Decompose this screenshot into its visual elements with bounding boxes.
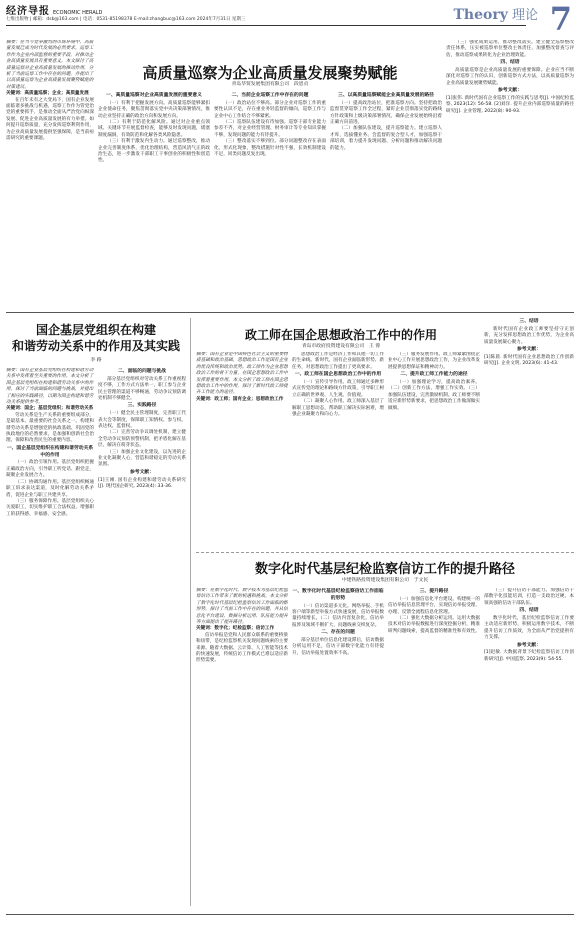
article-3-paragraph: 新时代国有企业政工师要坚持守正创新，充分发挥思想政治工作优势，为企业高质量发展凝心聚力。 — [484, 326, 574, 345]
article-2-heading: 二、面临的问题与挑战 — [118, 369, 166, 374]
article-2-paragraph: （一）政治引领作用。基层党组织把握正确政治方向，引导职工听党话、跟党走，凝聚企业发展合力。 — [6, 460, 94, 479]
article-1-heading: 一、高质量巡察对企业高质量发展的重要意义 — [106, 93, 202, 98]
article-1-paragraph: （二）巡察队伍建设有待加强。巡察干部专业能力参差不齐，对企业经营管理、财务审计等专业知识掌握不够，发现问题的能力有待提升。 — [214, 120, 326, 138]
article-3-paragraph: （三）服务发展作用。政工师紧紧围绕企业中心工作开展思想政治工作，为企业改革发展提供思想保证和精神动力。 — [388, 352, 480, 370]
article-4-paragraph: （一）加强信息化平台建设。构建统一的信访举报信息管理平台，实现信访举报受理、办理、反馈全流程信息化管理。 — [388, 596, 480, 615]
article-4-paragraph: （二）强化大数据分析运用。运用大数据技术对信访举报数据进行深度挖掘分析，精准研判问题线索，提高监督的精准性和有效性。 — [388, 616, 480, 634]
section-label — [453, 4, 538, 23]
article-1-references-heading: 参考文献： — [498, 88, 522, 94]
section-name: 经济导报 — [6, 6, 50, 17]
article-2-keywords: 关键词：国企；基层党组织；和谐劳动关系 — [6, 406, 94, 412]
article-2-references-heading: 参考文献： — [130, 469, 154, 475]
article-1-paragraph: （一）提高政治站位，把准巡察方向。坚持把政治监督贯穿巡察工作全过程，紧盯企业贯彻落实党的路线方针政策和上级决策部署情况，确保企业发展始终沿着正确方向前进。 — [330, 100, 442, 126]
article-3-paragraph: 思想政治工作是经济工作和其他一切工作的生命线。新时代，国有企业面临新形势、新任务，对思想政治工作提出了更高要求。 — [292, 352, 384, 370]
article-1-author: 青岛华贸发展集团有限公司 段恩贞 — [231, 82, 309, 87]
article-2-paragraph: （二）完善劳动争议调处机制，建立健全劳动争议预防预警机制，把矛盾化解在基层、解决在萌芽状态。 — [98, 430, 186, 449]
article-3-references-heading: 参考文献： — [517, 347, 541, 353]
article-4-heading: 四、结语 — [519, 608, 539, 614]
article-1-column-3 — [214, 92, 326, 310]
article-1-paragraph: （三）有利于激发内生动力。通过巡察整改，推动企业完善制度体系，优化治理结构，营造风清气正的政治生态，进一步激发干部职工干事创业的积极性和创造性。 — [98, 139, 210, 164]
article-4-column-3 — [388, 588, 480, 910]
article-3-author: 青岛市政府投资建设有限公司 王 蓉 — [301, 344, 381, 349]
article-3-keywords: 关键词：政工师；国有企业；思想政治工作 — [196, 396, 284, 402]
section-label-cn: 理论 — [511, 8, 538, 23]
article-4-paragraph: 信访举报是党和人民群众联系的重要桥梁和纽带，是纪检监察机关发现问题线索的主要来源。随着大数据、云计算、人工智能等技术的快速发展，传统信访工作模式已难以适应新形势需要。 — [196, 632, 288, 664]
article-4-references-heading: 参考文献： — [517, 642, 541, 648]
article-4-heading: 一、数字化时代基层纪检监察信访工作面临的形势 — [292, 589, 384, 601]
article-3-paragraph: （一）宣传引导作用。政工师通过多种形式宣传党的理论和路线方针政策，引导职工树立正确的世界观、人生观、价值观。 — [292, 380, 384, 398]
article-1-column-2 — [98, 92, 210, 310]
article-2-abstract: 摘要：国有企业基层党组织在构建和谐劳动关系中发挥着至关重要的作用。本文分析了国企基层党组织在构建和谐劳动关系中的作用，探讨了当前面临的问题与挑战，并提出了相应的实践路径，以期为国企构建和谐劳动关系提供参考。 — [6, 368, 94, 406]
article-3-column-1 — [196, 352, 288, 548]
article-4-heading: 二、存在的问题 — [321, 630, 355, 636]
article-1-paragraph: （三）整改落实不够到位。部分问题整改存在表面化、形式化现象，整改措施针对性不强，长效机制建设不足，同类问题反复出现。 — [214, 139, 326, 158]
article-2-paragraph: （一）健全民主管理制度，完善职工代表大会等制度，保障职工知情权、参与权、表达权、监督权。 — [98, 411, 186, 430]
article-1-column-1 — [6, 40, 94, 310]
article-1-title: 高质量巡察为企业高质量发展聚势赋能 — [142, 64, 398, 82]
article-1-abstract: 摘要：在当今竞争激烈的市场环境中，高质量发展已成为时代发展的必然要求。巡察工作作为企业内部监督的重要手段，对推动企业高质量发展具有重要意义。本文探讨了高质量巡察对企业高质量发展的推动作用，分析了当前巡察工作中存在的问题，并提出了以高质量巡察为企业高质量发展聚势赋能的对策建议。 — [6, 40, 94, 90]
article-1-paragraph: 在百年未有之大变局下，国有企业发展面临诸多挑战与机遇，巡察工作作为管党治党的重要抓手，是推动全面从严治党向纵深发展、促进企业高质量发展的有力举措。如何提升巡察质量，充分发挥巡察利剑作用，为企业高质量发展提供坚强保障，是当前亟需研究的重要课题。 — [6, 97, 94, 142]
article-2-title — [6, 322, 186, 354]
article-2-author: 李 路 — [90, 358, 102, 363]
article-2-paragraph: （三）加强企业文化建设，以先进的企业文化凝聚人心，营造和谐稳定的劳动关系氛围。 — [98, 449, 186, 468]
article-4-column-4 — [484, 588, 574, 910]
section-divider — [6, 312, 574, 313]
article-4-paragraph: 部分基层单位信息化建设滞后，信访数据分析运用不足，信访干部数字化能力有待提升，信访举报处置效率不高。 — [292, 638, 384, 656]
article-4-column-1 — [196, 588, 288, 910]
article-4-paragraph: （一）信访渠道多元化。网络举报、手机客户端等新型举报方式快速发展，信访举报数量持续增长。（二）信访内容复杂化。信访举报涉及领域不断扩大，问题线索交织复杂。 — [292, 603, 384, 628]
article-1-paragraph: 高质量巡察是企业高质量发展的重要保障。企业应当不断深化对巡察工作的认识，创新巡察方式方法，以高质量巡察为企业高质量发展聚势赋能。 — [446, 68, 574, 86]
article-1-column-5 — [446, 40, 574, 310]
article-1-paragraph: （二）加强队伍建设，提升巡察能力。建立巡察人才库，选拔懂业务、会监督的复合型人才，加强巡察干部培训，着力提升发现问题、分析问题和推动解决问题的能力。 — [330, 126, 442, 151]
article-3-paragraph: （二）凝聚人心作用。政工师深入基层了解职工思想动态，帮助职工解决实际困难，增强企业凝聚力和向心力。 — [292, 399, 384, 418]
section-label-en: Theory — [453, 7, 508, 23]
article-4-paragraph: 数字化时代，基层纪检监察信访工作要主动适应新形势，积极运用数字技术，不断提升信访工作质效，为全面从严治党提供有力支撑。 — [484, 616, 574, 641]
article-1-heading: 三、以高质量巡察赋能企业高质量发展的路径 — [338, 93, 434, 98]
article-3-abstract: 摘要：国有企业是中国特色社会主义的重要物质基础和政治基础，思想政治工作是国有企业的优良传统和政治优势。政工师作为企业思想政治工作的骨干力量，在国企思想政治工作中发挥着重要作用。本文分析了政工师在国企思想政治工作中的作用，探讨了新时代政工师提升工作能力的途径。 — [196, 352, 288, 396]
article-1-column-4 — [330, 92, 442, 310]
article-4-abstract: 摘要：在数字化时代，数字技术为基层纪检监察信访工作带来了新的机遇和挑战。本文分析了数字化时代基层纪检监察信访工作面临的新形势，探讨了当前工作中存在的问题，并从信息化平台建设、数据分析运用、队伍能力提升等方面提出了提升路径。 — [196, 588, 288, 626]
footer-rule — [6, 914, 574, 915]
article-4-keywords: 关键词：数字化；纪检监察；信访工作 — [196, 626, 275, 632]
article-3-heading: 三、结语 — [519, 319, 539, 324]
article-2-paragraph: 部分基层党组织对劳动关系工作重视程度不够，工作方式方法单一，职工参与企业民主管理的渠道不够畅通，劳动争议预防调处机制不够健全。 — [98, 376, 186, 402]
article-1-keywords: 关键词：高质量巡察；企业；高质量发展 — [6, 91, 89, 97]
article-4-column-2 — [292, 588, 384, 910]
article-4-references: [1]赵敏. 大数据背景下纪检监察信访工作创新研究[J]. 中国监察, 2023(9): 54-55. — [484, 650, 574, 662]
article-3-paragraph: （一）加强理论学习，提高政治素养。（二）创新工作方法，增强工作实效。（三）加强队伍建设，完善激励机制。政工师要不断适应新形势新要求，把思想政治工作做深做实做细。 — [388, 380, 480, 411]
section-name-en: ECONOMIC HERALD — [53, 10, 103, 16]
article-1-paragraph: （一）政治站位不够高。部分企业对巡察工作的重要性认识不足，存在重业务轻监督的倾向，巡察工作与企业中心工作结合不够紧密。 — [214, 100, 326, 119]
article-3-column-4 — [484, 318, 574, 548]
article-2-heading: 一、国企基层党组织在构建和谐劳动关系中的作用 — [6, 445, 94, 458]
article-2-column-1 — [6, 368, 94, 908]
article-1-references: [1]张伟. 新时代国有企业巡察工作的实践与思考[J]. 中国纪检监察, 2023(12): 56-58. [2]刘洋. 提升企业内部巡察质量的路径研究[J]. 企业管理, 2022(8): 90-93. — [446, 96, 574, 114]
page-header — [0, 0, 580, 40]
article-2-title-line-1: 国企基层党组织在构建 — [35, 323, 156, 337]
article-3-references: [1]陈晨. 新时代国有企业思想政治工作创新研究[J]. 企业文明, 2023(6): 41-43. — [484, 354, 574, 367]
article-2-title-line-2: 和谐劳动关系中的作用及其实践 — [11, 339, 180, 353]
article-2-references: [1]王刚. 国有企业构建和谐劳动关系研究[J]. 现代国企研究, 2023(4): 33-36. — [98, 477, 186, 490]
article-2-paragraph: （二）协调沟通作用。基层党组织畅通职工诉求表达渠道，及时化解劳动关系矛盾，促进企业与职工共建共享。 — [6, 479, 94, 498]
article-3-heading: 一、政工师在国企思想政治工作中的作用 — [294, 372, 382, 378]
article-3-title: 政工师在国企思想政治工作中的作用 — [244, 328, 437, 342]
article-2-paragraph: 劳动关系是生产关系的重要组成部分，是最基本、最重要的社会关系之一。构建和谐劳动关系是增强党的执政基础、巩固党的执政地位的必然要求，是加强和创新社会治理、保障和改善民生的重要内容。 — [6, 412, 94, 444]
article-3-column-3 — [388, 352, 480, 548]
article-3-column-2 — [292, 352, 384, 548]
article-4-title: 数字化时代基层纪检监察信访工作的提升路径 — [254, 562, 515, 577]
article-3-heading: 二、提升政工师工作能力的途径 — [400, 372, 468, 378]
article-4-paragraph: （三）提升信访干部能力。加强信访干部数字化技能培训，打造一支政治过硬、本领高强的信访干部队伍。 — [484, 588, 574, 606]
article-1-paragraph: （二）有利于防范化解风险。通过对企业重点领域、关键环节开展监督检查，能够及时发现问题，堵塞制度漏洞，有效防范和化解各类风险隐患。 — [98, 120, 210, 138]
article-1-paragraph: （一）有利于把握发展方向。高质量巡察能够紧扣企业使命任务，聚焦贯彻落实党中央决策部署情况，推动企业坚持正确的政治方向和发展方向。 — [98, 100, 210, 119]
section-divider — [196, 552, 574, 553]
article-2-column-2 — [98, 368, 186, 908]
article-2-paragraph: （三）服务保障作用。基层党组织关心关爱职工，切实维护职工合法权益，增强职工的获得感、幸福感、安全感。 — [6, 498, 94, 517]
article-2-heading: 三、实践路径 — [127, 403, 157, 409]
article-4-author: 中建铁路投资建设集团有限公司 于文民 — [341, 578, 429, 583]
article-1-heading: 二、当前企业巡察工作中存在的问题 — [231, 93, 309, 98]
article-1-heading: 四、结语 — [500, 60, 520, 66]
header-rule — [6, 25, 526, 26]
article-1-paragraph: （三）强化成果运用，推动整改落实。建立健全巡察整改责任体系，压实被巡察单位整改主体责任，加强整改督查与评估，推动巡察成果转化为企业治理效能。 — [446, 40, 574, 58]
publication-info: 七维出版物 | 邮箱：dsb@163.com | 电话：0531-85198378 E-mail:zhangbuc@163.com 2024年7月31日 星期三 — [6, 17, 246, 22]
article-4-heading: 三、提升路径 — [419, 589, 449, 594]
page-number: 7 — [549, 0, 572, 38]
column-divider — [190, 318, 191, 906]
section-masthead — [6, 2, 102, 17]
